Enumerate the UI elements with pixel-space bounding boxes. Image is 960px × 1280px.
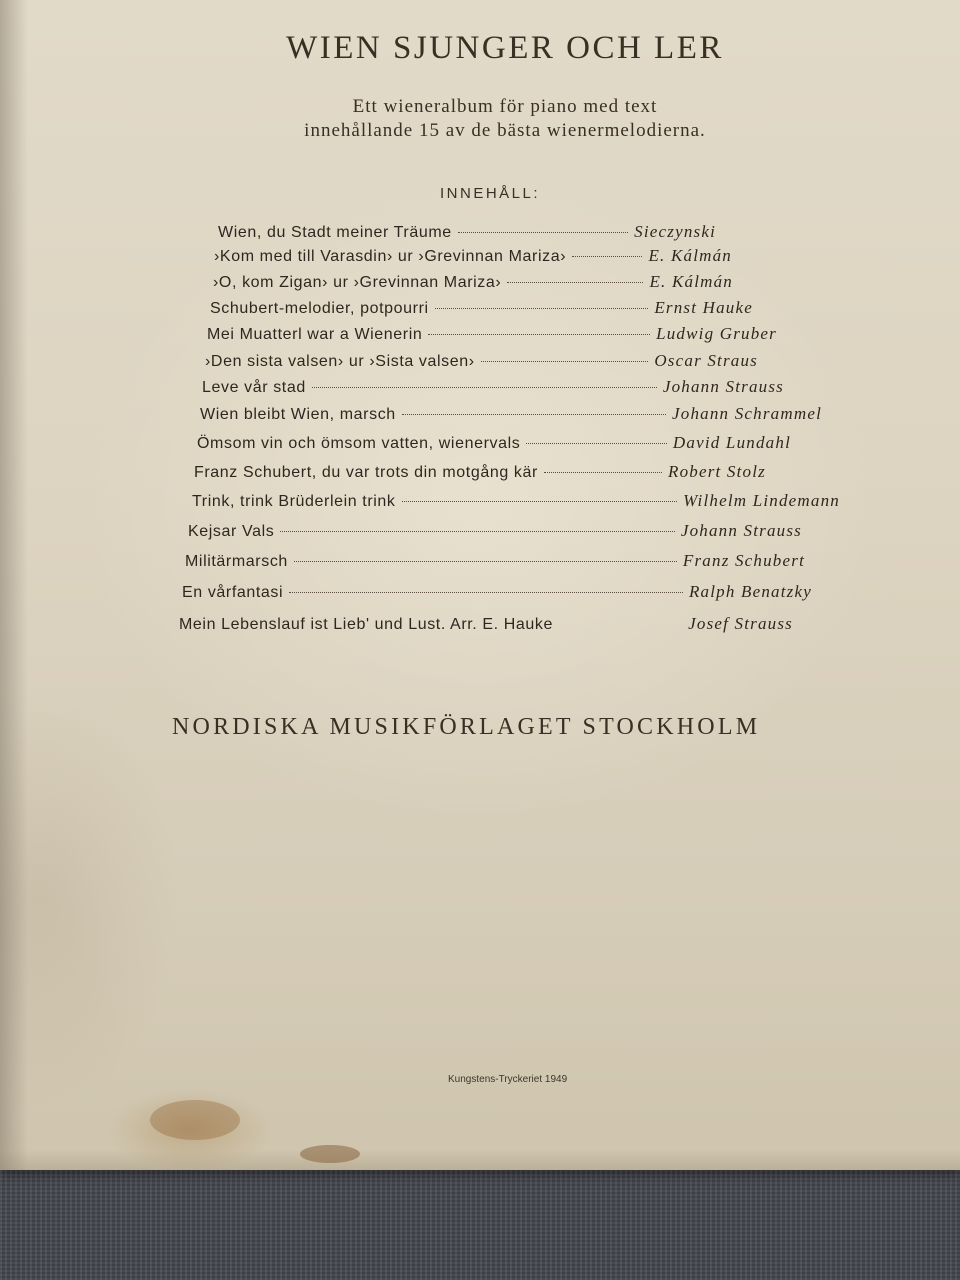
toc-title: Kejsar Vals — [188, 523, 275, 540]
toc-composer: Josef Strauss — [688, 614, 793, 633]
toc-title: ›O, kom Zigan› ur ›Grevinnan Mariza› — [213, 274, 502, 291]
water-stain — [150, 1100, 240, 1140]
toc-title: Schubert-melodier, potpourri — [210, 300, 429, 317]
toc-title: Wien, du Stadt meiner Träume — [218, 224, 452, 241]
toc-title: Mei Muatterl war a Wienerin — [207, 326, 423, 343]
printer-imprint: Kungstens-Tryckeriet 1949 — [448, 1074, 568, 1085]
toc-leader — [458, 232, 628, 233]
water-stain — [300, 1145, 360, 1163]
subtitle-line-2: innehållande 15 av de bästa wienermelodierna. — [304, 120, 706, 141]
toc-row — [194, 462, 766, 482]
toc-leader — [428, 334, 650, 335]
toc-row — [200, 404, 822, 424]
toc-title: Leve vår stad — [202, 379, 306, 396]
toc-leader — [280, 531, 674, 532]
toc-composer: Johann Schrammel — [672, 404, 822, 423]
toc-row — [214, 246, 732, 266]
toc-leader — [289, 592, 683, 593]
toc-composer: Ludwig Gruber — [656, 324, 777, 343]
toc-row — [213, 272, 733, 292]
page-shadow-bottom — [0, 1150, 960, 1170]
toc-leader — [481, 361, 649, 362]
toc-row — [185, 551, 805, 571]
toc-title: Franz Schubert, du var trots din motgång kär — [194, 464, 538, 481]
toc-leader — [572, 256, 642, 257]
toc-row — [218, 222, 716, 242]
toc-leader — [544, 472, 662, 473]
toc-title: ›Den sista valsen› ur ›Sista valsen› — [205, 353, 475, 370]
toc-leader — [435, 308, 649, 309]
publisher-name: NORDISKA MUSIKFÖRLAGET STOCKHOLM — [172, 714, 761, 740]
toc-row — [210, 298, 753, 318]
page-title: WIEN SJUNGER OCH LER — [286, 30, 724, 66]
contents-heading: INNEHÅLL: — [440, 185, 541, 202]
toc-composer: Oscar Straus — [654, 351, 758, 370]
toc-leader — [402, 414, 666, 415]
toc-title: Trink, trink Brüderlein trink — [192, 493, 396, 510]
toc-row — [182, 582, 812, 602]
toc-composer: David Lundahl — [672, 433, 791, 452]
toc-leader — [294, 561, 677, 562]
toc-composer: Johann Strauss — [680, 521, 802, 540]
subtitle-line-1: Ett wieneralbum för piano med text — [352, 96, 658, 117]
toc-leader — [402, 501, 678, 502]
toc-title: Wien bleibt Wien, marsch — [200, 406, 396, 423]
toc-row — [205, 351, 758, 371]
toc-row — [192, 491, 840, 511]
toc-row — [202, 377, 784, 397]
toc-title: En vårfantasi — [182, 584, 284, 601]
toc-leader — [312, 387, 657, 388]
page-shadow-left — [0, 0, 28, 1170]
toc-composer: Ernst Hauke — [654, 298, 753, 317]
toc-composer: Ralph Benatzky — [688, 582, 812, 601]
toc-row — [197, 433, 791, 453]
toc-title: Militärmarsch — [185, 553, 288, 570]
toc-composer: Johann Strauss — [662, 377, 784, 396]
toc-row — [207, 324, 777, 344]
toc-composer: Wilhelm Lindemann — [683, 491, 840, 510]
toc-title: Mein Lebenslauf ist Lieb' und Lust. Arr. E. Hauke — [179, 616, 553, 633]
toc-row — [179, 614, 793, 634]
toc-composer: Robert Stolz — [668, 462, 766, 481]
toc-title: ›Kom med till Varasdin› ur ›Grevinnan Mariza› — [214, 248, 567, 265]
toc-composer: Franz Schubert — [682, 551, 805, 570]
toc-leader — [507, 282, 643, 283]
toc-composer: Sieczynski — [634, 222, 716, 241]
toc-composer: E. Kálmán — [648, 246, 732, 265]
toc-row — [188, 521, 802, 541]
toc-title: Ömsom vin och ömsom vatten, wienervals — [197, 435, 521, 452]
toc-composer: E. Kálmán — [649, 272, 733, 291]
toc-leader — [526, 443, 667, 444]
